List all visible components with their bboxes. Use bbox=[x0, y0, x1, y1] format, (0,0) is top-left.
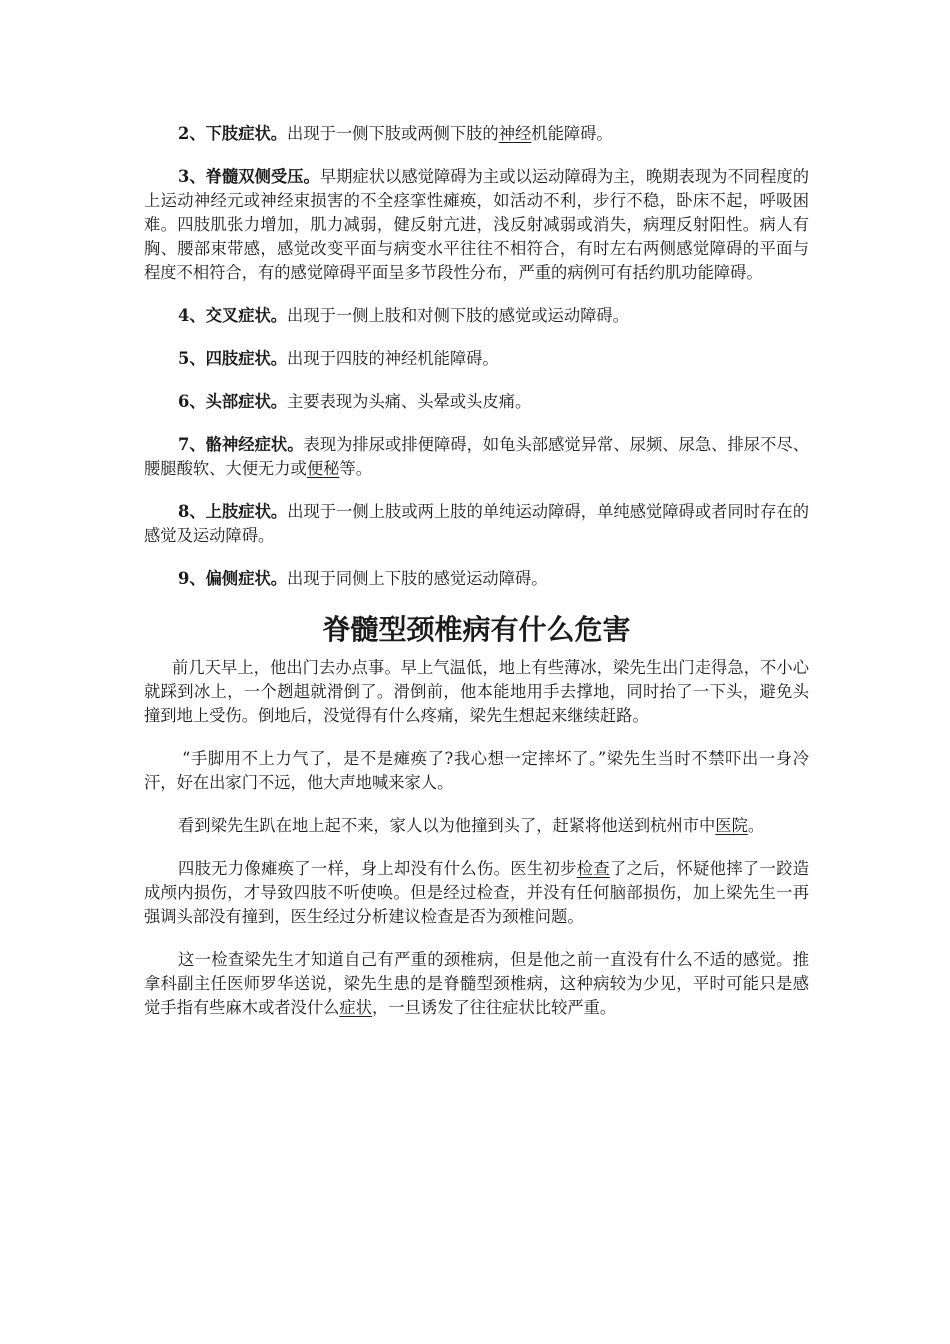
item-title: 上肢症状。 bbox=[205, 502, 288, 521]
item-title: 四肢症状。 bbox=[205, 349, 288, 368]
item-text: 早期症状以感觉障碍为主或以运动障碍为主，晚期表现为不同程度的上运动神经元或神经束损害的不全痉挛性瘫痪，如活动不利，步行不稳，卧床不起，呼吸困难。四肢肌张力增加，肌力减弱，健反射亢进，浅反射减弱或消失，病理反射阳性。病人有胸、腰部束带感，感觉改变平面与病变水平往往不相符合，有时左右两侧感觉障碍的平面与程度不相符合，有的感觉障碍平面呈多节段性分布，严重的病例可有括约肌功能障碍。 bbox=[144, 167, 809, 282]
item-number: 5、 bbox=[178, 349, 206, 368]
link-shenjing[interactable]: 神经 bbox=[498, 124, 532, 143]
symptom-item-8 bbox=[144, 500, 809, 548]
item-text: 出现于一侧上肢或两上肢的单纯运动障碍，单纯感觉障碍或者同时存在的感觉及运动障碍。 bbox=[144, 502, 809, 545]
symptom-item-6 bbox=[144, 390, 809, 414]
item-number: 8、 bbox=[178, 502, 206, 521]
item-number: 4、 bbox=[178, 306, 206, 325]
story-paragraph-1: 前几天早上，他出门去办点事。早上气温低，地上有些薄冰，梁先生出门走得急，不小心就踩到冰上，一个趔趄就滑倒了。滑倒前，他本能地用手去撑地，同时抬了一下头，避免头撞到地上受伤。倒地后，没觉得有什么疼痛，梁先生想起来继续赶路。 bbox=[144, 658, 809, 725]
story-paragraph-5: 这一检查梁先生才知道自己有严重的颈椎病，但是他之前一直没有什么不适的感觉。推拿科副主任医师罗华送说，梁先生患的是脊髓型颈椎病，这种病较为少见，平时可能只是感觉手指有些麻木或者没什么症状，一旦诱发了往往症状比较严重。 bbox=[144, 950, 809, 1017]
item-text: 出现于同侧上下肢的感觉运动障碍。 bbox=[287, 569, 548, 588]
item-title: 头部症状。 bbox=[205, 392, 288, 411]
document-body bbox=[144, 122, 809, 1039]
item-title: 骼神经症状。 bbox=[205, 435, 304, 454]
item-title: 交叉症状。 bbox=[205, 306, 288, 325]
symptom-item-9 bbox=[144, 567, 809, 591]
link-bianmi[interactable]: 便秘 bbox=[306, 459, 340, 478]
item-number: 6、 bbox=[178, 392, 206, 411]
symptom-item-4 bbox=[144, 304, 809, 328]
item-text: 主要表现为头痛、头晕或头皮痛。 bbox=[287, 392, 532, 411]
item-text: 出现于四肢的神经机能障碍。 bbox=[287, 349, 499, 368]
story-paragraph-2: “手脚用不上力气了，是不是瘫痪了?我心想一定摔坏了。”梁先生当时不禁吓出一身冷汗，好在出家门不远，他大声地喊来家人。 bbox=[144, 749, 809, 792]
link-jiancha[interactable]: 检查 bbox=[576, 859, 610, 878]
symptom-item-7: 7、骼神经症状。表现为排尿或排便障碍，如龟头部感觉异常、尿频、尿急、排尿不尽、腰腿酸软、大便无力或便秘等。 bbox=[144, 435, 809, 478]
story-paragraph-4: 四肢无力像瘫痪了一样，身上却没有什么伤。医生初步检查了之后，怀疑他摔了一跤造成颅内损伤，才导致四肢不听使唤。但是经过检查，并没有任何脑部损伤，加上梁先生一再强调头部没有撞到，医生经过分析建议检查是否为颈椎问题。 bbox=[144, 859, 809, 926]
story-paragraph-3: 看到梁先生趴在地上起不来，家人以为他撞到头了，赶紧将他送到杭州市中医院。 bbox=[178, 816, 765, 835]
item-title: 下肢症状。 bbox=[205, 124, 288, 143]
symptom-item-3 bbox=[144, 165, 809, 285]
item-number: 9、 bbox=[178, 569, 206, 588]
item-number: 2、 bbox=[178, 124, 206, 143]
item-title: 脊髓双侧受压。 bbox=[205, 167, 320, 186]
link-zhengzhuang[interactable]: 症状 bbox=[339, 998, 372, 1017]
item-number: 7、 bbox=[178, 435, 206, 454]
symptom-item-2: 2、下肢症状。出现于一侧下肢或两侧下肢的神经机能障碍。 bbox=[178, 124, 613, 143]
section-heading: 脊髓型颈椎病有什么危害 bbox=[322, 613, 631, 646]
item-title: 偏侧症状。 bbox=[205, 569, 288, 588]
symptom-item-5 bbox=[144, 347, 809, 371]
item-text: 出现于一侧上肢和对侧下肢的感觉或运动障碍。 bbox=[287, 306, 629, 325]
item-number: 3、 bbox=[178, 167, 206, 186]
link-yiyuan[interactable]: 医院 bbox=[715, 816, 748, 835]
